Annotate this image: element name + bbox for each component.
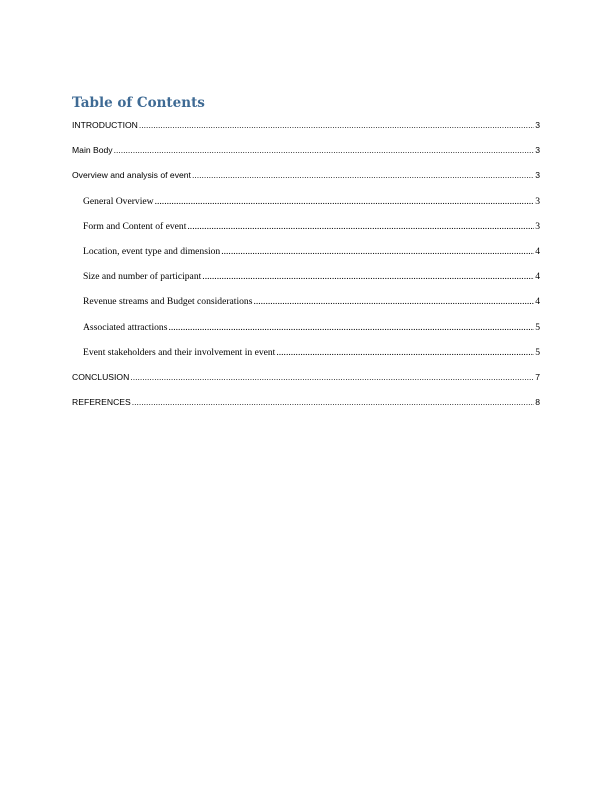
toc-page-number: 5: [535, 346, 540, 358]
toc-entry-title: Associated attractions: [83, 321, 168, 333]
toc-page-number: 5: [535, 321, 540, 333]
table-of-contents: [72, 120, 540, 422]
toc-entry-title: CONCLUSION: [72, 371, 130, 382]
toc-dot-leader: [168, 322, 534, 333]
toc-entry-title: Revenue streams and Budget considerations: [83, 296, 253, 308]
toc-entry-title: Main Body: [72, 145, 113, 156]
toc-page-number: 3: [535, 195, 540, 207]
toc-page-number: 3: [535, 220, 540, 232]
toc-dot-leader: [114, 145, 535, 155]
toc-entry-size-participants[interactable]: [72, 271, 540, 296]
toc-page-number: 4: [535, 296, 540, 308]
toc-entry-title: Size and number of participant: [83, 271, 202, 283]
toc-page-number: 4: [535, 245, 540, 257]
toc-page-number: 7: [535, 371, 540, 382]
toc-dot-leader: [130, 372, 534, 382]
toc-entry-references[interactable]: [72, 397, 540, 422]
toc-dot-leader: [139, 120, 534, 130]
toc-dot-leader: [253, 296, 534, 307]
toc-entry-introduction[interactable]: [72, 120, 540, 145]
toc-entry-conclusion[interactable]: [72, 372, 540, 397]
toc-entry-title: INTRODUCTION: [72, 120, 138, 130]
toc-entry-location-type-dimension[interactable]: [72, 246, 540, 271]
toc-entry-general-overview[interactable]: [72, 196, 540, 221]
toc-dot-leader: [132, 397, 534, 407]
toc-entry-revenue-budget[interactable]: [72, 296, 540, 321]
toc-dot-leader: [187, 221, 534, 232]
toc-dot-leader: [276, 347, 534, 358]
toc-entry-title: Location, event type and dimension: [83, 245, 221, 257]
toc-entry-title: Event stakeholders and their involvement in event: [83, 346, 276, 358]
toc-dot-leader: [155, 196, 535, 207]
toc-dot-leader: [221, 246, 534, 257]
toc-dot-leader: [192, 170, 534, 180]
toc-dot-leader: [202, 271, 534, 282]
toc-heading: Table of Contents: [72, 95, 205, 111]
toc-entry-overview-analysis[interactable]: [72, 170, 540, 195]
toc-entry-form-content[interactable]: [72, 221, 540, 246]
toc-entry-title: General Overview: [83, 195, 154, 207]
toc-entry-title: REFERENCES: [72, 397, 131, 408]
toc-entry-associated-attractions[interactable]: [72, 322, 540, 347]
toc-entry-title: Form and Content of event: [83, 220, 187, 232]
toc-entry-title: Overview and analysis of event: [72, 170, 191, 181]
toc-page-number: 3: [535, 120, 540, 130]
toc-entry-stakeholders[interactable]: [72, 347, 540, 372]
toc-page-number: 8: [535, 397, 540, 408]
toc-page-number: 3: [535, 170, 540, 181]
toc-entry-main-body[interactable]: [72, 145, 540, 170]
toc-page-number: 4: [535, 271, 540, 283]
toc-page-number: 3: [535, 145, 540, 156]
